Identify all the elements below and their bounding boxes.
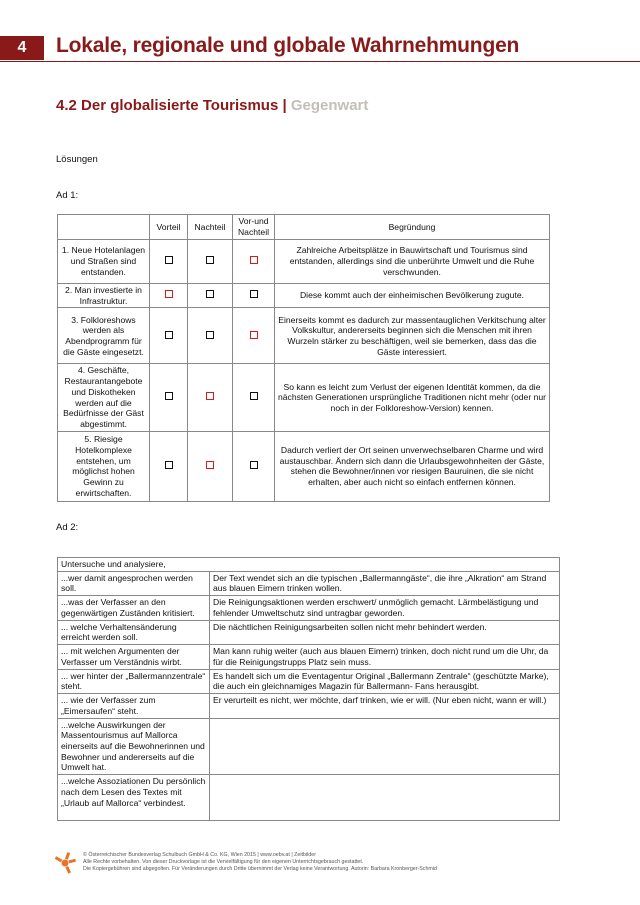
checkbox-cell bbox=[188, 284, 233, 308]
checkbox-cell bbox=[150, 240, 188, 284]
checkbox-selected-icon[interactable] bbox=[206, 461, 214, 469]
question-cell: ...welche Assoziationen Du persönlich nach dem Lesen des Textes mit „Urlaub auf Mallorca“ verbindest. bbox=[58, 775, 210, 821]
table-row bbox=[58, 718, 560, 775]
table-row bbox=[58, 308, 550, 364]
footer-line: Alle Rechte vorbehalten. Von dieser Druckvorlage ist die Vervielfältigung für den eigenen Unterrichtsgebrauch gestattet. bbox=[83, 859, 364, 866]
section-heading bbox=[56, 97, 368, 114]
checkbox-cell bbox=[188, 431, 233, 501]
checkbox-icon[interactable] bbox=[165, 256, 173, 264]
table-row bbox=[58, 431, 550, 501]
checkbox-icon[interactable] bbox=[165, 461, 173, 469]
checkbox-cell bbox=[233, 364, 275, 431]
question-cell: ... wer hinter der „Ballermannzentrale“ steht. bbox=[58, 669, 210, 693]
checkbox-selected-icon[interactable] bbox=[165, 290, 173, 298]
table-row bbox=[58, 775, 560, 821]
answer-cell bbox=[210, 775, 560, 821]
checkbox-icon[interactable] bbox=[165, 392, 173, 400]
table-row bbox=[58, 240, 550, 284]
checkbox-icon[interactable] bbox=[250, 290, 258, 298]
header-cell bbox=[58, 215, 150, 240]
checkbox-cell bbox=[188, 308, 233, 364]
checkbox-icon[interactable] bbox=[206, 256, 214, 264]
row-reason: Einerseits kommt es dadurch zur massentauglichen Verkitschung alter Volkskultur, andererseits beginnen sich die Menschen mit ihren Wurzeln stärker zu beschäftigen, weil sie bemerken, dass das die Gäste interessiert. bbox=[275, 308, 550, 364]
row-item: 1. Neue Hotelanlagen und Straßen sind entstanden. bbox=[58, 240, 150, 284]
loesungen-label: Lösungen bbox=[56, 154, 98, 165]
chapter-number: 4 bbox=[0, 36, 44, 60]
publisher-logo-icon bbox=[54, 852, 76, 874]
table-row bbox=[58, 620, 560, 644]
chapter-title: Lokale, regionale und globale Wahrnehmungen bbox=[56, 34, 520, 57]
row-reason: So kann es leicht zum Verlust der eigenen Identität kommen, da die nächsten Generationen ursprüngliche Traditionen nicht mehr (oder nur noch in der Folkloreshow-Version) kennen. bbox=[275, 364, 550, 431]
checkbox-icon[interactable] bbox=[250, 461, 258, 469]
evaluation-table bbox=[57, 214, 550, 502]
row-reason: Diese kommt auch der einheimischen Bevölkerung zugute. bbox=[275, 284, 550, 308]
table-row bbox=[58, 364, 550, 431]
answer-cell: Die Reinigungsaktionen werden erschwert/ unmöglich gemacht. Lärmbelästigung und fehlender Umweltschutz sind untragbar geworden. bbox=[210, 596, 560, 620]
checkbox-icon[interactable] bbox=[206, 331, 214, 339]
checkbox-icon[interactable] bbox=[250, 392, 258, 400]
answer-cell: Die nächtlichen Reinigungsarbeiten sollen nicht mehr behindert werden. bbox=[210, 620, 560, 644]
checkbox-cell bbox=[233, 308, 275, 364]
table-row bbox=[58, 284, 550, 308]
checkbox-cell bbox=[188, 240, 233, 284]
table-row bbox=[58, 669, 560, 693]
page-header bbox=[0, 0, 640, 70]
row-item: 3. Folkloreshows werden als Abendprogramm für die Gäste eingesetzt. bbox=[58, 308, 150, 364]
question-cell: ...was der Verfasser an den gegenwärtigen Zuständen kritisiert. bbox=[58, 596, 210, 620]
checkbox-cell bbox=[150, 284, 188, 308]
table-row bbox=[58, 645, 560, 669]
answer-cell: Es handelt sich um die Eventagentur Original „Ballermann Zentrale“ (geschützte Marke), die auch ein gleichnamiges Magazin für Ballermann- Fans herausgibt. bbox=[210, 669, 560, 693]
answer-cell: Der Text wendet sich an die typischen „Ballermanngäste“, die ihre „Alkration“ am Strand aus blauen Eimern trinken wollen. bbox=[210, 571, 560, 595]
checkbox-cell bbox=[150, 431, 188, 501]
answer-cell bbox=[210, 718, 560, 775]
checkbox-cell bbox=[233, 431, 275, 501]
answer-cell: Man kann ruhig weiter (auch aus blauen Eimern) trinken, doch nicht rund um die Uhr, da für die Reinigungstrupps Platz sein muss. bbox=[210, 645, 560, 669]
checkbox-cell bbox=[233, 240, 275, 284]
question-cell: ...wer damit angesprochen werden soll. bbox=[58, 571, 210, 595]
row-reason: Dadurch verliert der Ort seinen unverwechselbaren Charme und wird austauschbar. Ändern sich dann die Urlaubsgewohnheiten der Gäste, stehen die Bewohner/innen vor riesigen Bauruinen, die sie nicht erhalten, aber auch nicht so einfach entfernen können. bbox=[275, 431, 550, 501]
analysis-heading: Untersuche und analysiere, bbox=[58, 558, 560, 572]
checkbox-cell bbox=[150, 364, 188, 431]
analysis-table bbox=[57, 557, 560, 821]
header-rule bbox=[0, 61, 640, 62]
section-title: 4.2 Der globalisierte Tourismus bbox=[56, 97, 279, 114]
row-reason: Zahlreiche Arbeitsplätze in Bauwirtschaft und Tourismus sind entstanden, allerdings sind die unberührte Umwelt und die Ruhe verschwunden. bbox=[275, 240, 550, 284]
table-row bbox=[58, 694, 560, 718]
row-item: 2. Man investierte in Infrastruktur. bbox=[58, 284, 150, 308]
row-item: 4. Geschäfte, Restaurantangebote und Diskotheken werden auf die Bedürfnisse der Gäst abgestimmt. bbox=[58, 364, 150, 431]
footer bbox=[83, 852, 603, 873]
row-item: 5. Riesige Hotelkomplexe entstehen, um möglichst hohen Gewinn zu erwirtschaften. bbox=[58, 431, 150, 501]
checkbox-cell bbox=[188, 364, 233, 431]
section-separator: | bbox=[278, 97, 291, 114]
question-cell: ... wie der Verfasser zum „Eimersaufen“ steht. bbox=[58, 694, 210, 718]
checkbox-selected-icon[interactable] bbox=[250, 256, 258, 264]
checkbox-icon[interactable] bbox=[206, 290, 214, 298]
ad1-label: Ad 1: bbox=[56, 190, 79, 201]
footer-line: © Österreichischer Bundesverlag Schulbuch GmbH & Co. KG, Wien 2015 | www.oebv.at | Zeitbilder bbox=[83, 852, 316, 858]
checkbox-selected-icon[interactable] bbox=[206, 392, 214, 400]
ad2-label: Ad 2: bbox=[56, 522, 79, 533]
section-subtitle: Gegenwart bbox=[290, 97, 369, 114]
header-cell: Vorteil bbox=[150, 215, 188, 240]
footer-line: Die Kopiergebühren sind abgegolten. Für Veränderungen durch Dritte übernimmt der Verlag keine Verantwortung. Autorin: Barbara Kronberger-Schmid bbox=[83, 866, 437, 873]
checkbox-icon[interactable] bbox=[165, 331, 173, 339]
checkbox-cell bbox=[233, 284, 275, 308]
header-cell: Nachteil bbox=[188, 215, 233, 240]
table-row bbox=[58, 571, 560, 595]
checkbox-selected-icon[interactable] bbox=[250, 331, 258, 339]
header-cell: Begründung bbox=[275, 215, 550, 240]
question-cell: ... mit welchen Argumenten der Verfasser um Verständnis wirbt. bbox=[58, 645, 210, 669]
table-row bbox=[58, 596, 560, 620]
answer-cell: Er verurteilt es nicht, wer möchte, darf trinken, wie er will. (Nur eben nicht, wann er will.) bbox=[210, 694, 560, 718]
question-cell: ... welche Verhaltensänderung erreicht werden soll. bbox=[58, 620, 210, 644]
header-cell: Vor-und Nachteil bbox=[233, 215, 275, 240]
checkbox-cell bbox=[150, 308, 188, 364]
question-cell: ...welche Auswirkungen der Massentourismus auf Mallorca einerseits auf die Bewohnerinnen und Bewohner und andererseits auf die Umwelt hat. bbox=[58, 718, 210, 775]
